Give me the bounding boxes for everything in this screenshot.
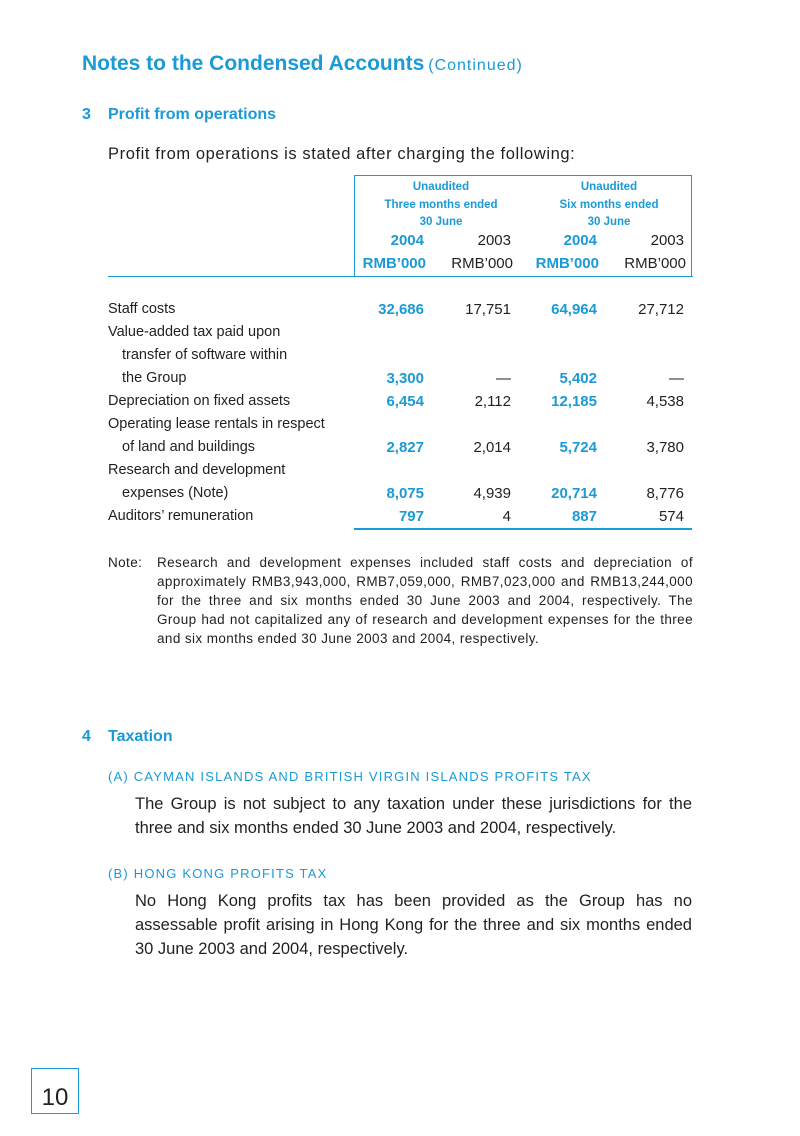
group-header-line: Six months ended [559,198,659,211]
group-header-line: 30 June [419,216,463,228]
continued-label: (Continued) [428,57,523,74]
table-cell: 17,751 [465,301,511,318]
table-cell: 6,454 [386,393,424,410]
row-label-research: expenses (Note) [122,485,229,501]
page-title-text: Notes to the Condensed Accounts [82,52,425,75]
table-cell: 574 [658,508,684,525]
subsection-b-heading: (B) HONG KONG PROFITS TAX [108,866,328,881]
subsection-a-heading: (A) CAYMAN ISLANDS AND BRITISH VIRGIN ISLANDS PROFITS TAX [108,769,592,784]
table-cell: 2,014 [473,439,511,456]
col-unit-2: RMB’000 [451,255,513,272]
total-rule [354,528,692,530]
table-cell: 887 [571,508,597,525]
note-label: Note: [108,555,143,570]
row-label-operating-lease: of land and buildings [122,439,256,455]
group-header-line: Three months ended [384,198,498,211]
table-cell: 2,112 [474,393,511,410]
row-label-vat: Value-added tax paid upon [108,324,281,340]
section-4-heading [82,728,173,746]
section-3-number: 3 [82,106,91,123]
table-cell: 4,939 [473,485,511,502]
table-header-rule [108,276,693,277]
row-label-vat: the Group [122,370,187,386]
row-label-research: Research and development [108,462,286,478]
table-cell: 12,185 [551,393,597,410]
row-label-operating-lease: Operating lease rentals in respect [108,416,325,432]
table-cell: 5,724 [559,439,597,456]
group-header-line: Unaudited [412,181,470,193]
col-year-3: 2004 [563,232,597,249]
note-text: Research and development expenses included staff costs and depreciation of approximately RMB3,943,000, RMB7,059,000, RMB7,023,000 and RMB13,244,000 for the three and six months ended 30 June 2003 and 2004, respectively. The Group had not capitalized any of research and development expenses for the three and six months ended 30 June 2003 and 2004, respectively. [157,555,693,646]
table-cell: 27,712 [638,301,684,318]
table-cell: 20,714 [551,485,597,502]
row-label-auditors: Auditors’ remuneration [108,508,254,524]
page-number: 10 [41,1084,69,1111]
col-unit-3: RMB’000 [535,255,599,272]
table-cell: 8,776 [646,485,684,502]
table-cell: 3,300 [386,370,424,387]
table-cell: 2,827 [386,439,424,456]
row-label-vat: transfer of software within [122,347,288,363]
section-3-heading [82,106,276,124]
group-header-line: 30 June [587,216,631,228]
subsection-b-text: No Hong Kong profits tax has been provided as the Group has no assessable profit arising in Hong Kong for the three and six months ended 30 June 2003 and 2004, respectively. [135,892,692,958]
row-label-depreciation: Depreciation on fixed assets [108,393,291,409]
table-cell: 3,780 [646,439,684,456]
page-title [82,52,523,76]
group-header-three-months [357,179,525,232]
section-3-note [108,553,693,648]
table-cell: 5,402 [559,370,597,387]
section-4-number: 4 [82,728,91,745]
table-cell: 4,538 [646,393,684,410]
table-cell: — [496,370,511,387]
col-year-2: 2003 [477,232,511,249]
group-header-line: Unaudited [580,181,638,193]
col-unit-4: RMB’000 [624,255,686,272]
group-header-six-months [525,179,693,232]
table-cell: 4 [502,508,511,525]
subsection-a-text: The Group is not subject to any taxation under these jurisdictions for the three and six months ended 30 June 2003 and 2004, respectively. [135,795,692,837]
table-cell: 797 [398,508,424,525]
table-cell: — [669,370,684,387]
section-3-intro: Profit from operations is stated after charging the following: [108,145,576,163]
section-4-title: Taxation [108,728,173,745]
section-3-title: Profit from operations [108,106,277,123]
col-year-4: 2003 [650,232,684,249]
row-label-staff-costs: Staff costs [108,301,176,317]
table-cell: 32,686 [378,301,424,318]
table-cell: 8,075 [386,485,424,502]
col-unit-1: RMB’000 [362,255,426,272]
table-cell: 64,964 [551,301,597,318]
col-year-1: 2004 [390,232,424,249]
